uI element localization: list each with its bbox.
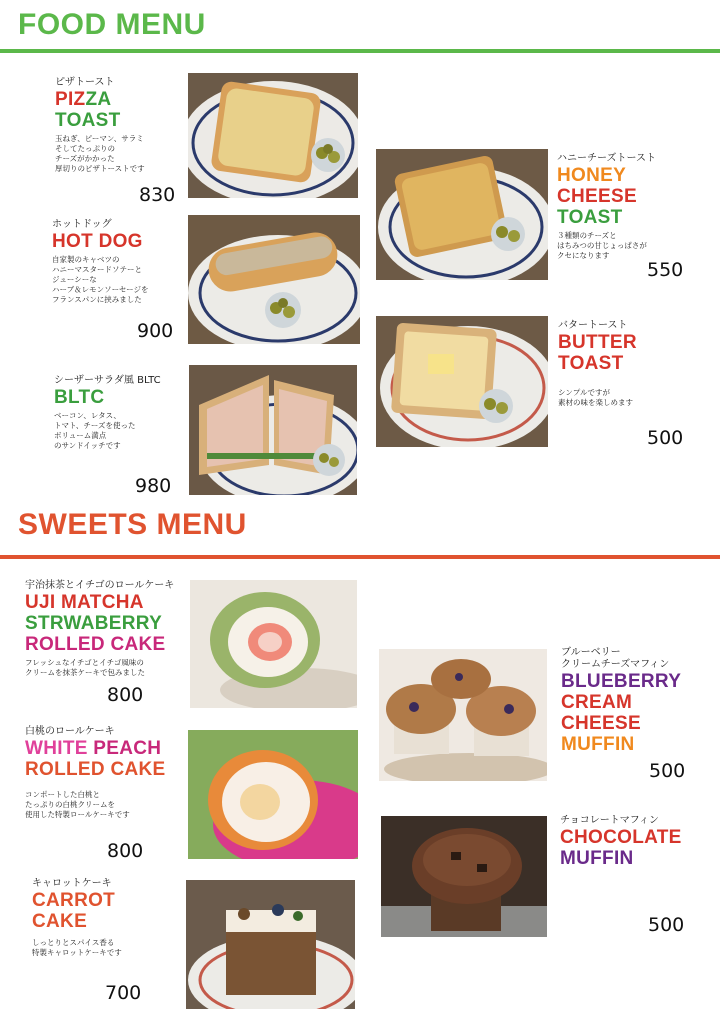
item-description-line: ボリューム満点 xyxy=(54,431,107,440)
item-en-line xyxy=(25,738,166,759)
item-jp-name: ブルーベリー クリームチーズマフィン xyxy=(561,647,670,670)
item-en-segment: CARROT xyxy=(32,890,116,911)
item-description-line: フレッシュなイチゴとイチゴ風味の xyxy=(25,658,144,667)
item-description-line: しっとりとスパイス香る xyxy=(32,938,115,947)
item-description-line: ハニーマスタードソテーと xyxy=(52,265,142,274)
item-jp-name: キャロットケーキ xyxy=(32,878,112,889)
item-jp-name: 白桃のロールケーキ xyxy=(25,726,115,737)
item-en-segment: BLUEBERRY xyxy=(561,671,682,692)
item-description-line: そしてたっぷりの xyxy=(55,144,115,153)
item-en-segment: MUFFIN xyxy=(560,848,634,869)
sweets-menu-title: SWEETS MENU xyxy=(18,508,247,541)
item-description xyxy=(52,255,149,305)
item-description-line: 自家製のキャベツの xyxy=(52,255,120,264)
item-description xyxy=(558,388,637,408)
item-description-line: 厚切りのピザトーストです xyxy=(55,164,145,173)
item-description-line: ハーブ＆レモンソーセージを xyxy=(52,285,149,294)
item-en-name xyxy=(557,165,656,228)
item-en-line xyxy=(561,671,681,692)
item-jp-name: ハニーチーズトースト xyxy=(557,153,656,164)
item-price: 830 xyxy=(139,184,176,206)
menu-item-chocolate-muffin xyxy=(560,815,682,869)
item-en-line xyxy=(557,186,656,207)
item-en-line xyxy=(561,713,681,734)
item-price: 980 xyxy=(135,475,172,497)
item-description-line: ベーコン、レタス、 xyxy=(54,411,121,420)
item-en-segment: WHITE xyxy=(25,738,94,759)
food-menu-rule xyxy=(0,49,720,53)
item-en-line xyxy=(560,848,682,869)
item-en-line xyxy=(52,231,149,252)
item-en-line xyxy=(558,332,637,353)
item-description xyxy=(55,134,145,174)
item-description-line: クリームを抹茶ケーキで包みました xyxy=(25,668,145,677)
item-price: 900 xyxy=(137,320,174,342)
item-description-line: 特製キャロットケーキです xyxy=(32,948,122,957)
item-en-segment: CAKE xyxy=(32,911,88,932)
item-jp-name: ホットドッグ xyxy=(52,219,112,230)
item-en-name xyxy=(55,89,145,131)
item-en-segment: PIZ xyxy=(55,89,86,110)
item-description-line: シンプルですが xyxy=(558,388,611,397)
item-en-segment: CHOCOLATE xyxy=(560,827,682,848)
menu-item-hot-dog xyxy=(52,219,149,305)
item-en-segment: PEACH xyxy=(93,738,162,759)
item-en-line xyxy=(561,692,681,713)
sweets-menu-rule xyxy=(0,555,720,559)
item-en-segment: TOAST xyxy=(557,207,623,228)
item-price: 700 xyxy=(105,982,142,1004)
item-en-line xyxy=(25,759,166,780)
menu-item-peach-roll-cake xyxy=(25,726,166,820)
item-en-segment: MUFFIN xyxy=(561,734,635,755)
item-description-line: 玉ねぎ、ピーマン、サラミ xyxy=(55,134,144,143)
menu-item-matcha-roll-cake xyxy=(25,580,174,678)
item-en-name xyxy=(25,738,166,780)
item-price: 800 xyxy=(107,840,144,862)
item-description xyxy=(25,790,166,820)
item-jp-name: シーザーサラダ風 BLTC xyxy=(54,375,161,386)
carrot-cake-photo xyxy=(186,880,355,1009)
item-en-line xyxy=(55,89,145,110)
item-en-name xyxy=(52,231,149,252)
butter-toast-photo xyxy=(376,316,548,447)
item-description-line: 素材の味を楽しめます xyxy=(558,398,633,407)
item-jp-name: チョコレートマフィン xyxy=(560,815,659,826)
item-description xyxy=(25,658,174,678)
item-en-line xyxy=(558,353,637,374)
item-en-line xyxy=(55,110,145,131)
item-description-line: ジューシーな xyxy=(52,275,97,284)
item-en-line xyxy=(25,592,174,613)
item-description-line: ３種類のチーズと xyxy=(557,231,617,240)
item-en-segment: TOAST xyxy=(558,353,624,374)
item-en-segment: UJI MATCHA xyxy=(25,592,144,613)
item-en-segment: ZA xyxy=(85,89,112,110)
menu-item-bltc xyxy=(54,375,161,451)
item-price: 500 xyxy=(649,760,686,782)
item-price: 500 xyxy=(648,914,685,936)
item-en-name xyxy=(32,890,122,932)
item-description-line: トマト、チーズを使った xyxy=(54,421,136,430)
item-description xyxy=(557,231,656,261)
bltc-sandwich-photo xyxy=(189,365,357,495)
item-en-segment: CHEESE xyxy=(557,186,637,207)
item-description-line: のサンドイッチです xyxy=(54,441,121,450)
pizza-toast-photo xyxy=(188,73,358,198)
item-en-segment: HOT DOG xyxy=(52,231,143,252)
item-en-line xyxy=(32,890,122,911)
item-en-line xyxy=(561,734,681,755)
item-en-segment: TOAST xyxy=(55,110,121,131)
menu-item-blueberry-muffin xyxy=(561,647,681,755)
item-en-segment: BLTC xyxy=(54,387,105,408)
item-en-segment: BUTTER xyxy=(558,332,637,353)
item-en-name xyxy=(560,827,682,869)
item-description-line: はちみつの甘じょっぱさが xyxy=(557,241,647,250)
item-en-name xyxy=(561,671,681,755)
blueberry-muffin-photo xyxy=(379,649,547,781)
item-en-segment: STRWABERRY xyxy=(25,613,163,634)
item-description xyxy=(54,411,161,451)
item-en-line xyxy=(54,387,161,408)
item-en-segment: ROLLED CAKE xyxy=(25,759,166,780)
matcha-roll-cake-photo xyxy=(190,580,357,708)
item-jp-name: バタートースト xyxy=(558,320,628,331)
item-jp-name: ピザトースト xyxy=(55,77,115,88)
item-jp-name: 宇治抹茶とイチゴのロールケーキ xyxy=(25,580,175,591)
item-description-line: フランスパンに挟みました xyxy=(52,295,142,304)
peach-roll-cake-photo xyxy=(188,730,358,859)
item-en-line xyxy=(25,613,174,634)
honey-cheese-toast-photo xyxy=(376,149,548,280)
item-description-line: クセになります xyxy=(557,251,610,260)
item-description-line: 使用した特製ロールケーキです xyxy=(25,810,130,819)
item-description-line: たっぷりの白桃クリームを xyxy=(25,800,115,809)
item-en-line xyxy=(32,911,122,932)
item-en-name xyxy=(25,592,174,655)
hot-dog-photo xyxy=(188,215,360,344)
item-en-line xyxy=(25,634,174,655)
food-menu-title: FOOD MENU xyxy=(18,8,206,41)
item-en-segment: HONEY xyxy=(557,165,627,186)
item-description-line: コンポートした白桃と xyxy=(25,790,100,799)
menu-item-carrot-cake xyxy=(32,878,122,958)
item-en-name xyxy=(558,332,637,374)
item-price: 550 xyxy=(647,259,684,281)
item-en-line xyxy=(557,165,656,186)
item-en-segment: ROLLED CAKE xyxy=(25,634,166,655)
menu-item-butter-toast xyxy=(558,320,637,408)
chocolate-muffin-photo xyxy=(381,816,547,937)
item-en-segment: CHEESE xyxy=(561,713,641,734)
item-description-line: チーズがかかった xyxy=(55,154,115,163)
item-price: 500 xyxy=(647,427,684,449)
item-en-segment: CREAM xyxy=(561,692,633,713)
item-en-line xyxy=(560,827,682,848)
item-description xyxy=(32,938,122,958)
item-en-name xyxy=(54,387,161,408)
menu-item-honey-cheese-toast xyxy=(557,153,656,261)
item-en-line xyxy=(557,207,656,228)
menu-item-pizza-toast xyxy=(55,77,145,174)
item-price: 800 xyxy=(107,684,144,706)
